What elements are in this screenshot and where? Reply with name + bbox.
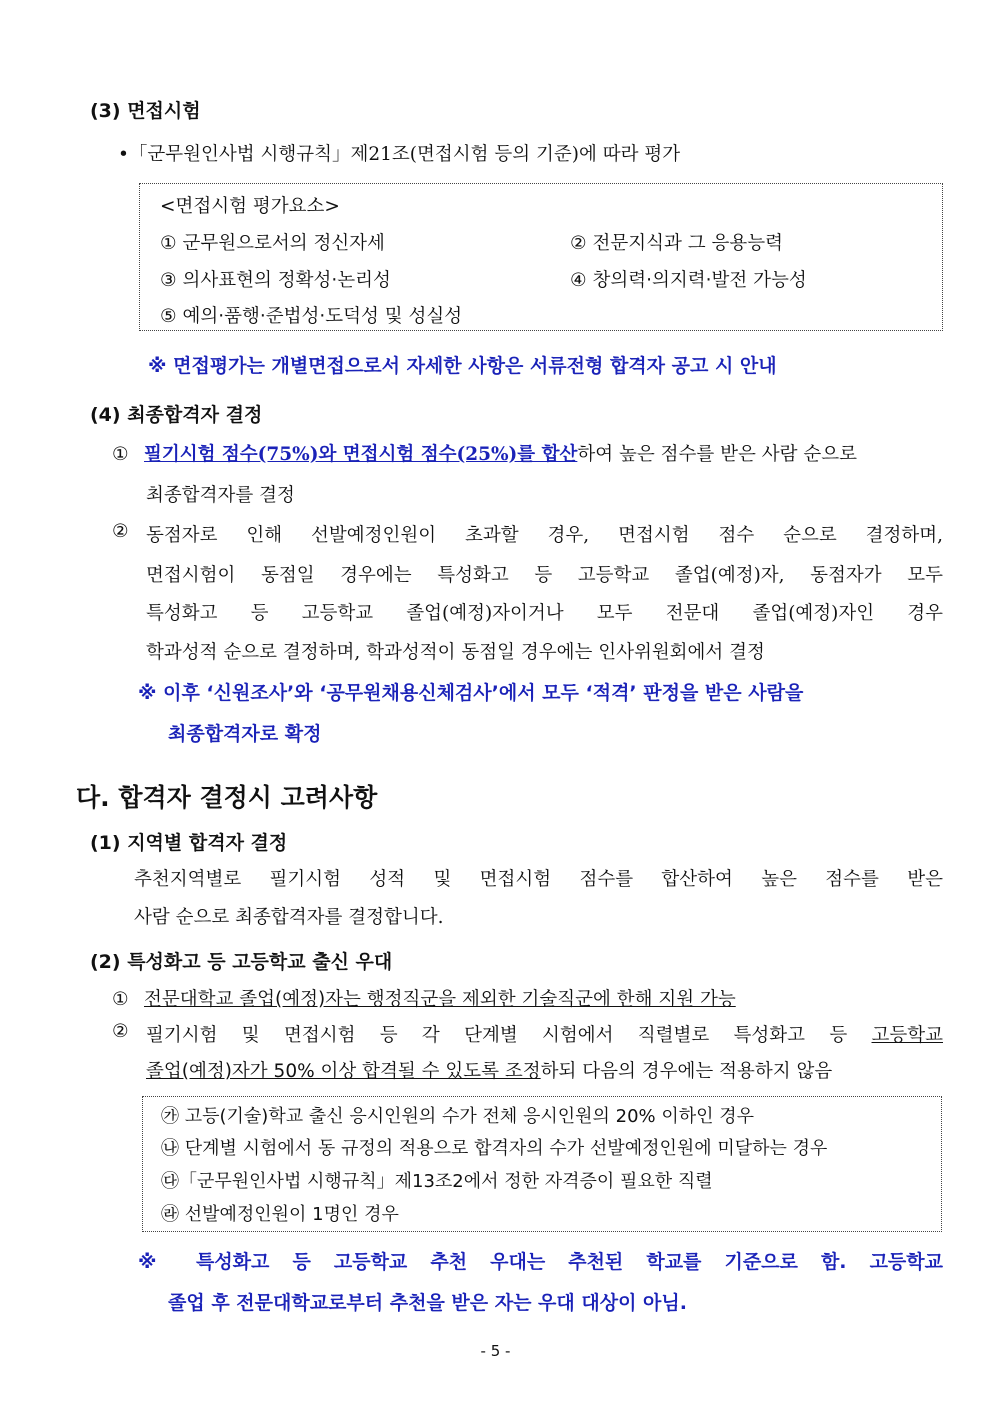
sub2-item-2-text: 하되 다음의 경우에는 적용하지 않음	[540, 1061, 833, 1082]
final-item-1-emphasis: 필기시험 점수(75%)와 면접시험 점수(25%)를 합산	[144, 444, 578, 465]
exception-item: ㉮ 고등(기술)학교 출신 응시인원의 수가 전체 응시인원의 20% 이하인 경우	[161, 1106, 755, 1127]
item-marker: ②	[112, 521, 129, 542]
final-item-2-line: 특성화고 등 고등학교 졸업(예정)자이거나 모두 전문대 졸업(예정)자인 경우	[146, 603, 943, 624]
criteria-item: ① 군무원으로서의 정신자세	[160, 233, 385, 254]
sub2-heading: (2) 특성화고 등 고등학교 출신 우대	[90, 951, 393, 973]
sub2-item-2-text: 필기시험 및 면접시험 등 각 단계별 시험에서 직렬별로 특성화고 등	[146, 1025, 848, 1046]
criteria-item: ③ 의사표현의 정확성·논리성	[160, 270, 391, 291]
criteria-item: ② 전문지식과 그 응용능력	[570, 233, 783, 254]
final-note-line1: ※ 이후 ‘신원조사’와 ‘공무원채용신체검사’에서 모두 ‘적격’ 판정을 받은 사람을	[138, 682, 804, 704]
final-item-1-text: 하여 높은 점수를 받은 사람 순으로	[577, 444, 857, 465]
final-item-2-line: 동점자로 인해 선발예정인원이 초과할 경우, 면접시험 점수 순으로 결정하며,	[146, 525, 943, 546]
sub1-heading: (1) 지역별 합격자 결정	[90, 832, 288, 854]
interview-bullet: •「군무원인사법 시행규칙」제21조(면접시험 등의 기준)에 따라 평가	[118, 144, 681, 165]
exception-box	[142, 1096, 942, 1232]
criteria-item: ④ 창의력·의지력·발전 가능성	[570, 270, 807, 291]
sub1-line2: 사람 순으로 최종합격자를 결정합니다.	[134, 907, 444, 928]
sub1-line1: 추천지역별로 필기시험 성적 및 면접시험 점수를 합산하여 높은 점수를 받은	[134, 869, 943, 890]
final-item-1-line2: 최종합격자를 결정	[146, 485, 295, 506]
sub2-item-2-line2	[146, 1057, 832, 1083]
sub2-note-line1: ※ 특성화고 등 고등학교 추천 우대는 추천된 학교를 기준으로 함. 고등학교	[138, 1251, 943, 1273]
interview-criteria-box	[139, 183, 943, 331]
item-marker: ②	[112, 1021, 129, 1042]
sub2-item-2-underlined: 졸업(예정)자가 50% 이상 합격될 수 있도록 조정	[146, 1061, 541, 1082]
interview-heading: (3) 면접시험	[90, 100, 201, 122]
page-number: - 5 -	[480, 1342, 511, 1360]
sub2-item-1	[112, 985, 736, 1011]
final-note-line2: 최종합격자로 확정	[168, 723, 322, 745]
final-item-2-line: 면접시험이 동점일 경우에는 특성화고 등 고등학교 졸업(예정)자, 동점자가 모두	[146, 565, 943, 586]
item-marker: ①	[112, 444, 129, 465]
final-item-1	[112, 440, 944, 466]
section-heading: 다. 합격자 결정시 고려사항	[76, 783, 378, 812]
exception-item: ㉰「군무원인사법 시행규칙」제13조2에서 정한 자격증이 필요한 직렬	[161, 1171, 713, 1192]
sub2-note-line2: 졸업 후 전문대학교로부터 추천을 받은 자는 우대 대상이 아님.	[168, 1292, 687, 1314]
criteria-item: ⑤ 예의·품행·준법성·도덕성 및 성실성	[160, 306, 463, 327]
sub2-item-1-text: 전문대학교 졸업(예정)자는 행정직군을 제외한 기술직군에 한해 지원 가능	[144, 989, 736, 1010]
sub2-item-2-underlined: 고등학교	[871, 1025, 943, 1046]
item-marker: ①	[112, 989, 129, 1010]
exception-item: ㉯ 단계별 시험에서 동 규정의 적용으로 합격자의 수가 선발예정인원에 미달하는 경우	[161, 1138, 828, 1159]
sub2-item-2-line1	[146, 1021, 943, 1047]
box-title: <면접시험 평가요소>	[160, 196, 340, 217]
interview-note: ※ 면접평가는 개별면접으로서 자세한 사항은 서류전형 합격자 공고 시 안내	[148, 355, 777, 377]
final-heading: (4) 최종합격자 결정	[90, 404, 263, 426]
exception-item: ㉱ 선발예정인원이 1명인 경우	[161, 1204, 399, 1225]
final-item-2-line: 학과성적 순으로 결정하며, 학과성적이 동점일 경우에는 인사위원회에서 결정	[146, 642, 765, 663]
